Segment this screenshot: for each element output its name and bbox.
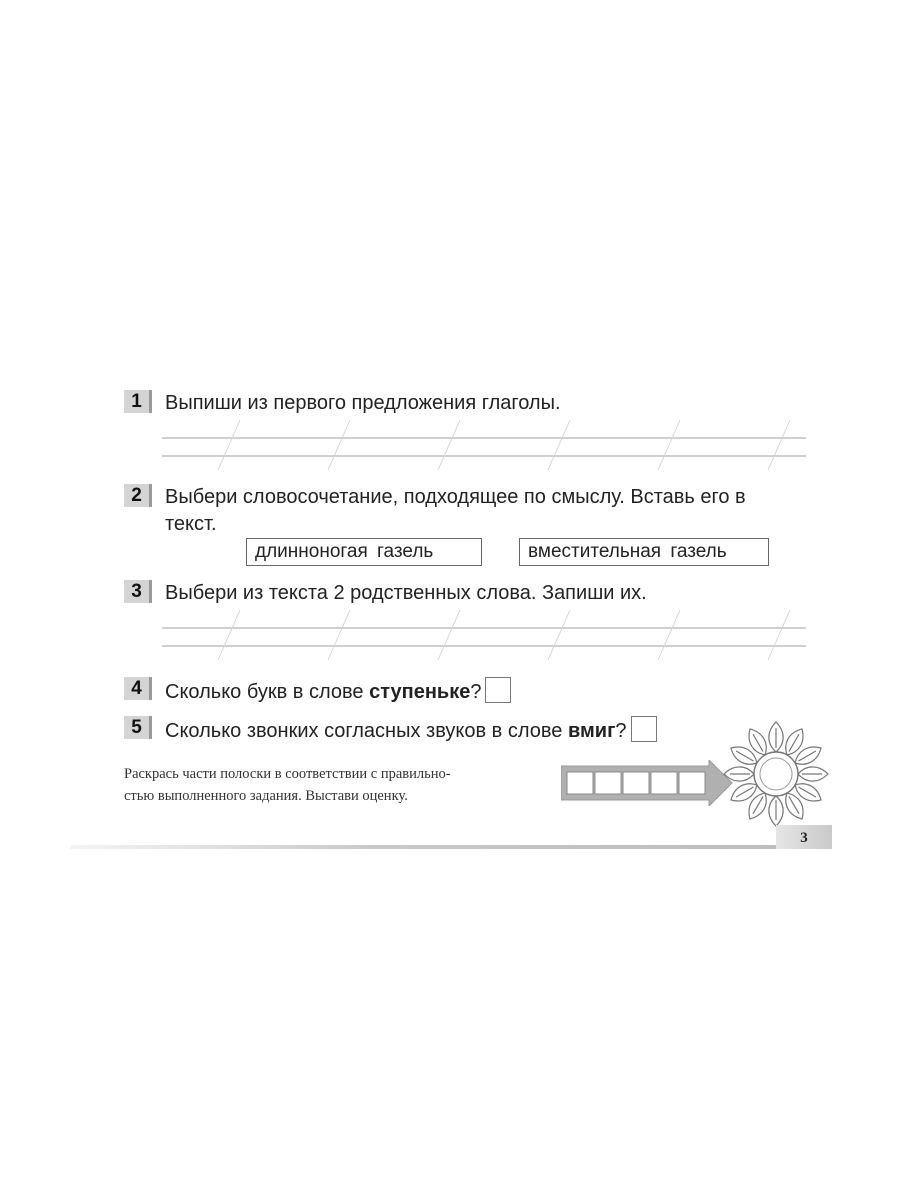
sun-ray <box>798 767 828 781</box>
task-text <box>165 484 746 538</box>
coloring-instructions <box>124 763 554 807</box>
task-text <box>165 716 657 745</box>
task-number: 4 <box>124 677 152 700</box>
progress-strip <box>561 760 733 806</box>
choice-option-1[interactable]: длинноногая газель <box>246 538 482 566</box>
task-3 <box>124 580 647 607</box>
strip-segment-1[interactable] <box>567 772 593 794</box>
task-1 <box>124 390 561 417</box>
task-text: Выпиши из первого предложения глаголы. <box>165 392 561 414</box>
strip-segment-3[interactable] <box>623 772 649 794</box>
task-4 <box>124 677 511 706</box>
task-text-part: Сколько букв в слове <box>165 681 370 703</box>
strip-segment-2[interactable] <box>595 772 621 794</box>
task-number: 2 <box>124 484 152 507</box>
instructions-line: стью выполненного задания. Выстави оценку. <box>124 788 408 804</box>
strip-segment-5[interactable] <box>679 772 705 794</box>
sun-ray <box>724 767 754 781</box>
task-number: 1 <box>124 390 152 413</box>
page-number: 3 <box>776 825 832 849</box>
footer-rule <box>70 845 832 849</box>
answer-box[interactable] <box>485 677 511 703</box>
task-text-line: Выбери словосочетание, подходящее по смыслу. Вставь его в <box>165 486 746 508</box>
task-text-line: текст. <box>165 513 217 535</box>
task-number: 5 <box>124 716 152 739</box>
writing-lines-1[interactable] <box>162 420 806 470</box>
sun-ray <box>769 796 783 826</box>
task-number: 3 <box>124 580 152 603</box>
instructions-line: Раскрась части полоски в соответствии с правильно- <box>124 766 451 782</box>
task-keyword: вмиг <box>567 720 616 742</box>
task-2 <box>124 484 746 538</box>
sun-icon <box>720 718 832 830</box>
task-text <box>165 677 511 706</box>
task-text-part: ? <box>615 720 627 742</box>
writing-lines-3[interactable] <box>162 610 806 660</box>
answer-box[interactable] <box>631 716 657 742</box>
task-text-part: ? <box>470 681 482 703</box>
task-5 <box>124 716 657 745</box>
task-text-part: Сколько звонких согласных звуков в слове <box>165 720 568 742</box>
task-keyword: ступеньке <box>369 681 471 703</box>
strip-segment-4[interactable] <box>651 772 677 794</box>
task-text: Выбери из текста 2 родственных слова. Запиши их. <box>165 582 647 604</box>
sun-ray <box>769 722 783 752</box>
choice-option-2[interactable]: вместительная газель <box>519 538 769 566</box>
